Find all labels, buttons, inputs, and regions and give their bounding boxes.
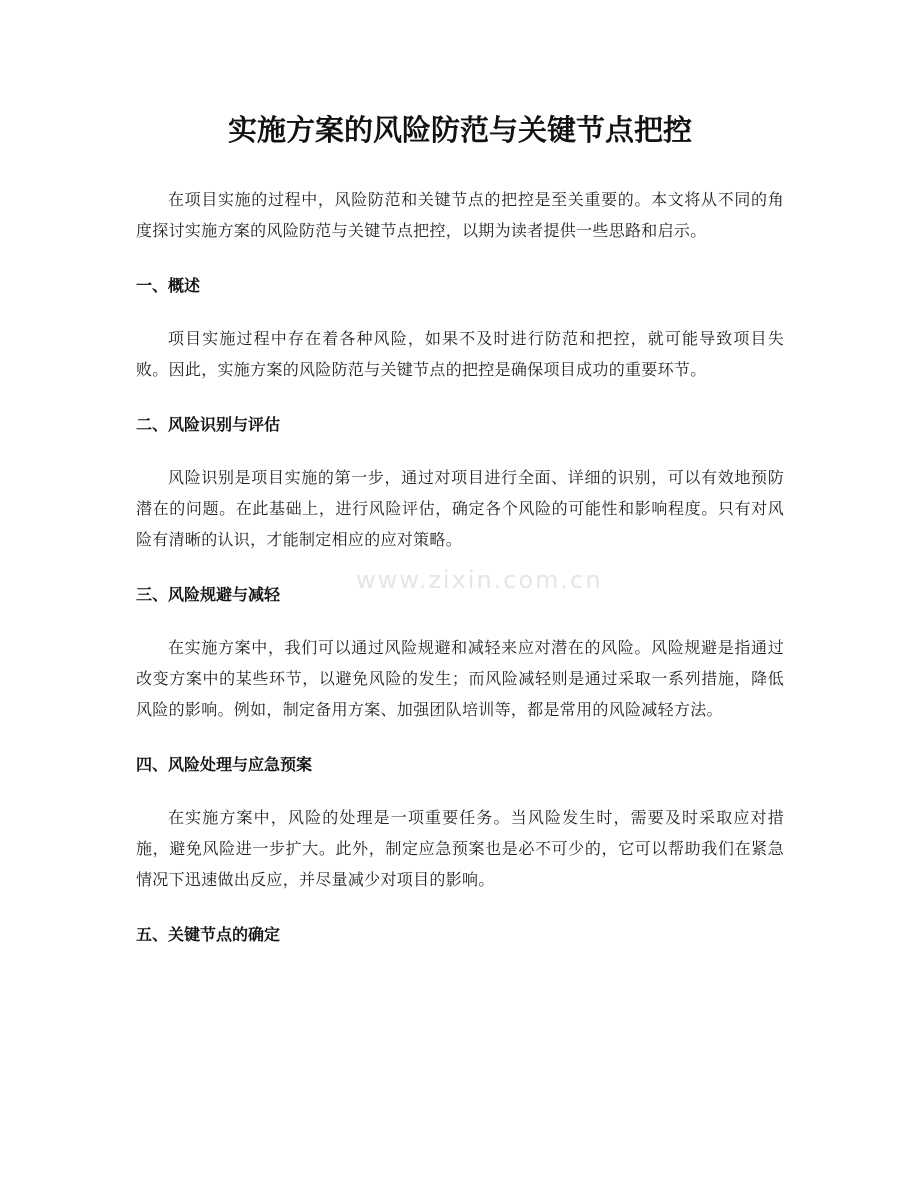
section-paragraph-risk-identification: 风险识别是项目实施的第一步，通过对项目进行全面、详细的识别，可以有效地预防潜在的问题。在此基础上，进行风险评估，确定各个风险的可能性和影响程度。只有对风险有清晰的认识，才能制定相应的应对策略。 [136,468,784,549]
page-title: 实施方案的风险防范与关键节点把控 [227,113,692,147]
watermark-text: www.zixin.com.cn [356,566,603,594]
section-heading-risk-identification: 二、风险识别与评估 [136,415,281,434]
section-heading-risk-avoidance: 三、风险规避与减轻 [136,585,281,604]
section-paragraph-overview: 项目实施过程中存在着各种风险，如果不及时进行防范和把控，就可能导致项目失败。因此，实施方案的风险防范与关键节点的把控是确保项目成功的重要环节。 [136,329,784,379]
section-heading-overview: 一、概述 [136,276,201,295]
section-heading-risk-handling: 四、风险处理与应急预案 [136,755,313,774]
section-paragraph-risk-handling: 在实施方案中，风险的处理是一项重要任务。当风险发生时，需要及时采取应对措施，避免风险进一步扩大。此外，制定应急预案也是必不可少的，它可以帮助我们在紧急情况下迅速做出反应，并尽量减少对项目的影响。 [136,808,784,889]
document-body [136,184,784,950]
section-heading-key-nodes: 五、关键节点的确定 [136,925,281,944]
section-paragraph-risk-avoidance: 在实施方案中，我们可以通过风险规避和减轻来应对潜在的风险。风险规避是指通过改变方案中的某些环节，以避免风险的发生；而风险减轻则是通过采取一系列措施，降低风险的影响。例如，制定备用方案、加强团队培训等，都是常用的风险减轻方法。 [136,638,784,719]
intro-paragraph: 在项目实施的过程中，风险防范和关键节点的把控是至关重要的。本文将从不同的角度探讨实施方案的风险防范与关键节点把控，以期为读者提供一些思路和启示。 [136,190,784,240]
